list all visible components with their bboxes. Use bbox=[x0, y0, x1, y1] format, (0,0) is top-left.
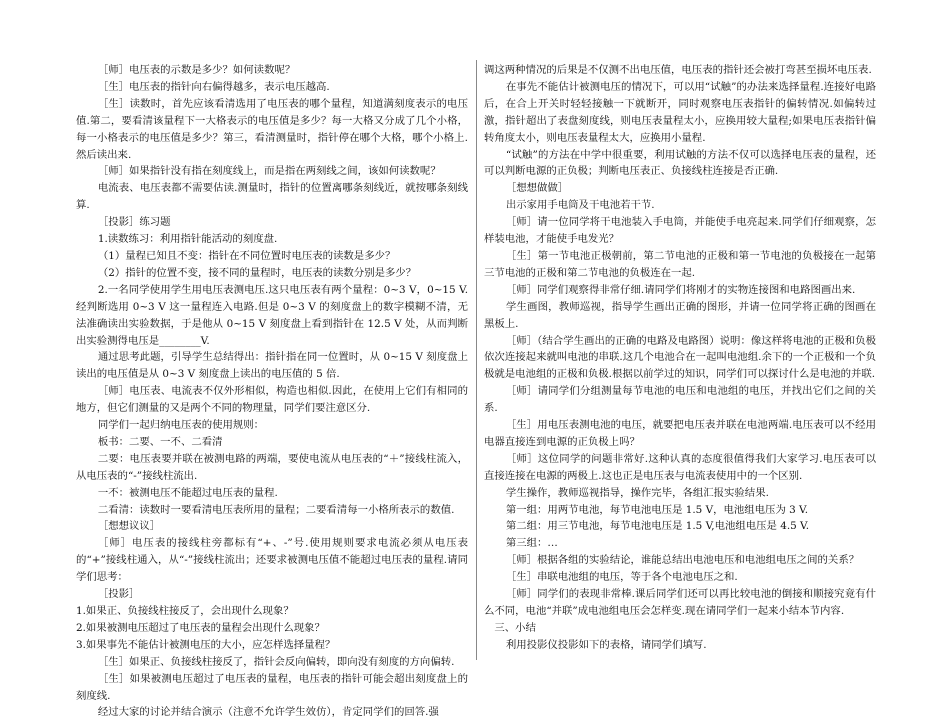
paragraph: ［师］同学们观察得非常仔细.请同学们将刚才的实物连接图和电路图画出来. bbox=[505, 283, 856, 296]
paragraph: ［生］读数时，首先应该看清选用了电压表的哪个量程，知道满刻度表示的电压值.第二，要看清该量程下一大格表示的电压值是多少？每一大格又分成了几个小格，每一小格表示的电压值是多少？第三，看清测量时，指针停在哪个大格，哪个小格上.然后读出来. bbox=[76, 97, 468, 161]
paragraph: ［师］电压表的接线柱旁都标有“+、-”号.使用规则要求电流必须从电压表的“+”接线柱通入，从“-”接线柱流出；还要求被测电压值不能超过电压表的量程.请同学们思考： bbox=[76, 537, 468, 584]
paragraph: ［生］串联电池组的电压，等于各个电池电压之和. bbox=[505, 571, 738, 584]
paragraph: ［师］这位同学的问题非常好.这种认真的态度很值得我们大家学习.电压表可以直接连接在电源的两极上.这也正是电压表与电流表使用中的一个区别. bbox=[484, 452, 876, 482]
paragraph: 同学们一起归纳电压表的使用规则： bbox=[97, 419, 265, 432]
column-divider bbox=[476, 60, 477, 660]
paragraph: （1）量程已知且不变：指针在不同位置时电压表的读数是多少？ bbox=[97, 249, 396, 262]
paragraph: 调这两种情况的后果是不仅测不出电压值，电压表的指针还会被打弯甚至损坏电压表. bbox=[484, 64, 872, 76]
paragraph: “试触”的方法在中学中很重要，利用试触的方法不仅可以选择电压表的量程，还可以判断电源的正负极；判断电压表正、负接线柱连接是否正确. bbox=[484, 148, 876, 178]
paragraph: ［想想议议］ bbox=[97, 520, 161, 533]
paragraph: 二要：电压表要并联在被测电路的两端，要使电流从电压表的“＋”接线柱流入，从电压表的“-”接线柱流出. bbox=[76, 452, 468, 482]
paragraph: ［师］根据各组的实验结论，谁能总结出电池电压和电池组电压之间的关系？ bbox=[505, 554, 860, 567]
paragraph: 3.如果事先不能估计被测电压的大小，应怎样选择量程？ bbox=[76, 638, 336, 651]
paragraph: 在事先不能估计被测电压的情况下，可以用“试触”的办法来选择量程.连接好电路后，在合上开关时轻轻接触一下就断开，同时观察电压表指针的偏转情况.如偏转过激，指针超出了表盘刻度线，则电压表量程太小，应换用较大量程;如果电压表指针偏转角度太小，则电压表量程太大，应换用小量程. bbox=[484, 80, 876, 144]
paragraph: 经过大家的讨论并结合演示（注意不允许学生效仿），肯定同学们的回答.强 bbox=[97, 706, 439, 719]
right-column bbox=[484, 62, 876, 654]
paragraph: ［生］如果正、负接线柱接反了，指针会反向偏转，即向没有刻度的方向偏转. bbox=[97, 655, 455, 668]
paragraph: 二看清：读数时一要看清电压表所用的量程；二要看清每一小格所表示的数值. bbox=[97, 503, 455, 516]
section-heading: 三、小结 bbox=[494, 621, 536, 634]
paragraph: ［生］第一节电池正极朝前，第二节电池的正极和第一节电池的负极接在一起第三节电池的正极和第二节电池的负极连在一起. bbox=[484, 249, 876, 279]
paragraph: ［师］请一位同学将干电池装入手电筒，并能使手电亮起来.同学们仔细观察，怎样装电池，才能使手电发光？ bbox=[484, 216, 876, 246]
paragraph: 第二组：用三节电池，每节电池电压是 1.5 V,电池组电压是 4.5 V. bbox=[505, 520, 810, 533]
paragraph: ［投影］练习题 bbox=[97, 216, 171, 229]
paragraph: 通过思考此题，引导学生总结得出：指针指在同一位置时，从 0~15 V 刻度盘上读出的电压值是从 0~3 V 刻度盘上读出的电压值的 5 倍. bbox=[76, 351, 468, 381]
paragraph: ［想想做做］ bbox=[505, 182, 569, 195]
paragraph: 学生操作，教师巡视指导，操作完毕，各组汇报实验结果. bbox=[505, 486, 769, 499]
paragraph: ［生］用电压表测电池的电压，就要把电压表并联在电池两端.电压表可以不经用电器直接连到电源的正负极上吗？ bbox=[484, 419, 876, 448]
paragraph: 一不：被测电压不能超过电压表的量程. bbox=[97, 486, 278, 499]
paragraph: 电流表、电压表都不需要估读.测量时，指针的位置离哪条刻线近，就按哪条刻线算. bbox=[76, 182, 468, 212]
paragraph: ［生］电压表的指针向右偏得越多，表示电压越高. bbox=[97, 80, 330, 93]
paragraph: 1.读数练习：利用指针能活动的刻度盘. bbox=[97, 233, 278, 246]
paragraph: 利用投影仪投影如下的表格，请同学们填写. bbox=[505, 638, 707, 651]
paragraph: ［师］同学们的表现非常棒.课后同学们还可以再比较电池的倒接和顺接究竟有什么不同，电池“并联”成电池组电压会怎样变.现在请同学们一起来小结本节内容. bbox=[484, 588, 876, 617]
paragraph: 第一组：用两节电池，每节电池电压是 1.5 V，电池组电压为 3 V. bbox=[505, 503, 809, 516]
paragraph: ［师］如果指针没有指在刻度线上，而是指在两刻线之间，该如何读数呢？ bbox=[97, 165, 441, 178]
paragraph: 2.如果被测电压超过了电压表的量程会出现什么现象？ bbox=[76, 621, 325, 634]
paragraph: 2.一名同学使用学生用电压表测电压.这只电压表有两个量程：0~3 V，0~15 V.经判断选用 0~3 V 这一量程连入电路.但是 0~3 V 的刻度盘上的数字模糊不清，无法准确读出实验数据，于是他从 0~15 V 刻度盘上看到指针在 12.5 V 处，从而判断出实验测得电压是________V. bbox=[76, 283, 468, 347]
paragraph: ［师］电压表、电流表不仅外形相似，构造也相似.因此，在使用上它们有相同的地方，但它们测量的又是两个不同的物理量，同学们要注意区分. bbox=[76, 385, 468, 415]
paragraph: 出示家用手电筒及干电池若干节. bbox=[505, 199, 655, 212]
paragraph: 板书：二要、一不、二看清 bbox=[97, 435, 223, 448]
left-column bbox=[76, 62, 468, 721]
paragraph: （2）指针的位置不变，接不同的量程时，电压表的读数分别是多少？ bbox=[97, 266, 417, 279]
paragraph: 第三组：… bbox=[505, 537, 558, 550]
paragraph: 学生画图，教师巡视，指导学生画出正确的图形，并请一位同学将正确的图画在黑板上. bbox=[484, 300, 876, 330]
paragraph: ［投影］ bbox=[97, 588, 140, 601]
paragraph: ［生］如果被测电压超过了电压表的量程，电压表的指针可能会超出刻度盘上的刻度线. bbox=[76, 672, 468, 702]
paragraph: ［师］（结合学生画出的正确的电路及电路图）说明：像这样将电池的正极和负极依次连接起来就叫电池的串联.这几个电池合在一起叫电池组.余下的一个正极和一个负极就是电池组的正极和负极.根据以前学过的知识，同学们可以探讨什么是电池的并联. bbox=[484, 334, 876, 381]
paragraph: 1.如果正、负接线柱接反了，会出现什么现象？ bbox=[76, 605, 294, 617]
paragraph: ［师］请同学们分组测量每节电池的电压和电池组的电压，并找出它们之间的关系. bbox=[484, 385, 876, 415]
paragraph: ［师］电压表的示数是多少？如何读数呢？ bbox=[97, 64, 296, 76]
